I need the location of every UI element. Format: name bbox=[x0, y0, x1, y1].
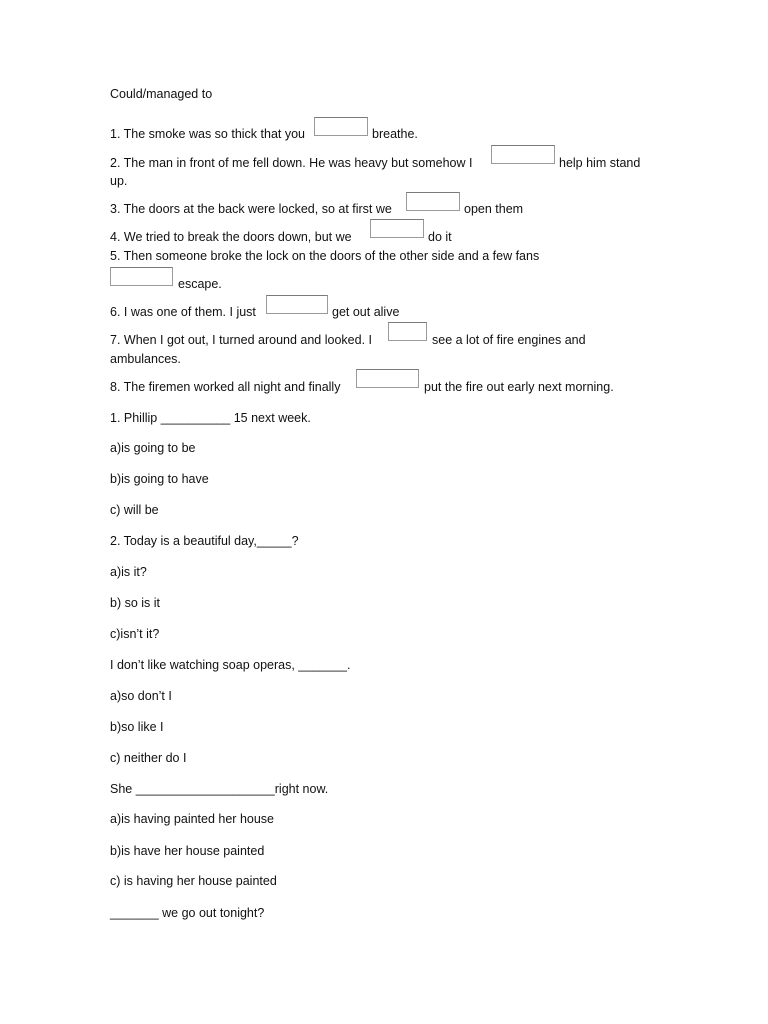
mc4-option-c: c) is having her house painted bbox=[110, 874, 277, 888]
q2-answer-box[interactable] bbox=[491, 145, 555, 164]
q5-text-after: escape. bbox=[178, 277, 222, 291]
mc2-option-c: c)isn’t it? bbox=[110, 627, 160, 641]
mc3-question: I don’t like watching soap operas, _______. bbox=[110, 658, 351, 672]
mc4-option-a: a)is having painted her house bbox=[110, 812, 275, 826]
q6-text-after: get out alive bbox=[332, 305, 400, 319]
q7-answer-box[interactable] bbox=[388, 322, 427, 341]
q7-text-before: 7. When I got out, I turned around and looked. I bbox=[110, 333, 372, 347]
q8-answer-box[interactable] bbox=[356, 369, 419, 388]
q8-text-after: put the fire out early next morning. bbox=[424, 380, 614, 394]
q2-text-after: help him stand bbox=[559, 156, 641, 170]
q6-answer-box[interactable] bbox=[266, 295, 328, 314]
mc2-option-b: b) so is it bbox=[110, 596, 161, 610]
mc3-option-c: c) neither do I bbox=[110, 751, 187, 765]
q1-text-before: 1. The smoke was so thick that you bbox=[110, 127, 306, 141]
mc2-option-a: a)is it? bbox=[110, 565, 147, 579]
mc2-question: 2. Today is a beautiful day,_____? bbox=[110, 534, 299, 548]
q1-answer-box[interactable] bbox=[314, 117, 368, 136]
mc1-option-a: a)is going to be bbox=[110, 441, 196, 455]
q3-text-after: open them bbox=[464, 202, 524, 216]
mc4-option-b: b)is have her house painted bbox=[110, 844, 265, 858]
worksheet-heading: Could/managed to bbox=[110, 87, 213, 101]
mc3-option-b: b)so like I bbox=[110, 720, 164, 734]
q3-answer-box[interactable] bbox=[406, 192, 460, 211]
q7-text-continued: ambulances. bbox=[110, 352, 181, 366]
mc3-option-a: a)so don’t I bbox=[110, 689, 172, 703]
mc5-question: _______ we go out tonight? bbox=[110, 906, 265, 920]
q4-text-after: do it bbox=[428, 230, 452, 244]
q8-text-before: 8. The firemen worked all night and finally bbox=[110, 380, 341, 394]
q7-text-after: see a lot of fire engines and bbox=[432, 333, 586, 347]
q6-text-before: 6. I was one of them. I just bbox=[110, 305, 256, 319]
mc1-question: 1. Phillip __________ 15 next week. bbox=[110, 411, 311, 425]
q3-text-before: 3. The doors at the back were locked, so at first we bbox=[110, 202, 392, 216]
mc1-option-c: c) will be bbox=[110, 503, 159, 517]
q2-text-continued: up. bbox=[110, 174, 128, 188]
q4-answer-box[interactable] bbox=[370, 219, 424, 238]
q1-text-after: breathe. bbox=[372, 127, 418, 141]
q5-text-line1: 5. Then someone broke the lock on the doors of the other side and a few fans bbox=[110, 249, 540, 263]
mc4-question: She ____________________right now. bbox=[110, 782, 329, 796]
q2-text-before: 2. The man in front of me fell down. He was heavy but somehow I bbox=[110, 156, 473, 170]
q4-text-before: 4. We tried to break the doors down, but we bbox=[110, 230, 352, 244]
q5-answer-box[interactable] bbox=[110, 267, 173, 286]
mc1-option-b: b)is going to have bbox=[110, 472, 209, 486]
